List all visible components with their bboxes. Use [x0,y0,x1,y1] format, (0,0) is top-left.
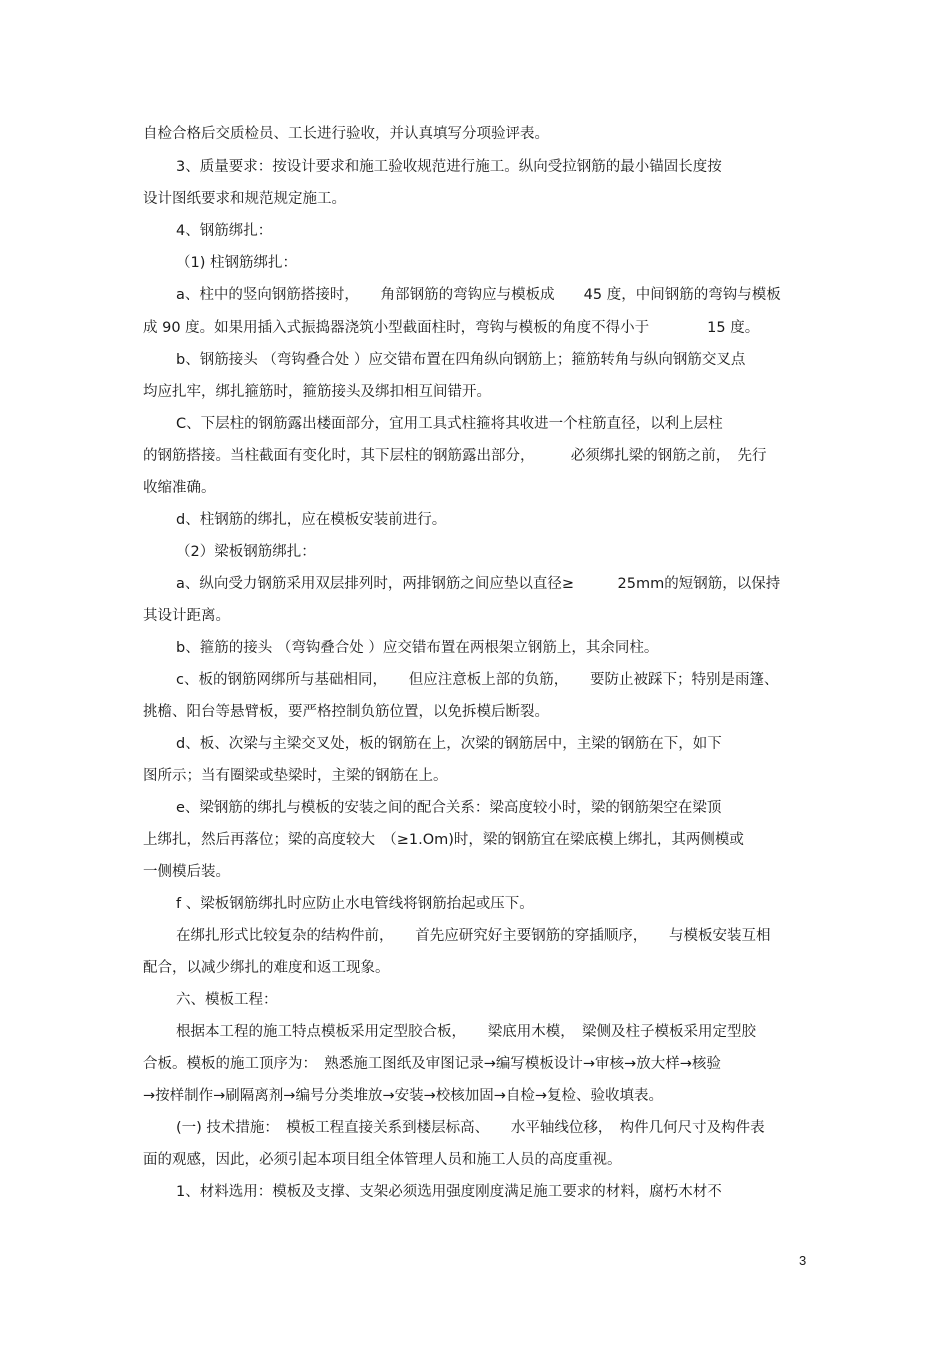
text-line: 其设计距离。 [143,608,230,624]
text-line: d、板、次梁与主梁交叉处，板的钢筋在上，次梁的钢筋居中，主梁的钢筋在下，如下 [176,736,722,752]
text-line: c、板的钢筋网绑所与基础相同， 但应注意板上部的负筋， 要防止被踩下；特别是雨篷、 [176,672,779,688]
text-line: e、梁钢筋的绑扎与模板的安装之间的配合关系：梁高度较小时，梁的钢筋架空在梁顶 [176,800,722,816]
text-line: 图所示；当有圈梁或垫梁时，主梁的钢筋在上。 [143,768,448,784]
text-line: a、柱中的竖向钢筋搭接时， 角部钢筋的弯钩应与模板成 45 度，中间钢筋的弯钩与模板 [176,287,781,303]
text-line: C、下层柱的钢筋露出楼面部分，宜用工具式柱箍将其收进一个柱筋直径，以利上层柱 [176,416,723,432]
text-line: b、箍筋的接头 （弯钩叠合处 ）应交错布置在两根架立钢筋上，其余同柱。 [176,640,659,656]
text-line: a、纵向受力钢筋采用双层排列时，两排钢筋之间应垫以直径≥ 25mm的短钢筋，以保持 [176,576,781,592]
text-line: 上绑扎，然后再落位；梁的高度较大 （≥1.Om)时，梁的钢筋宜在梁底模上绑扎，其两侧模或 [143,832,744,848]
text-line: 4、钢筋绑扎： [176,223,273,239]
text-line: 六、模板工程： [176,992,278,1008]
text-line: 挑檐、阳台等悬臂板，要严格控制负筋位置，以免拆模后断裂。 [143,704,549,720]
page-number: 3 [799,1253,807,1268]
text-line: →按样制作→刷隔离剂→编号分类堆放→安装→校核加固→自检→复检、验收填表。 [143,1088,664,1104]
text-line: 的钢筋搭接。当柱截面有变化时，其下层柱的钢筋露出部分， 必须绑扎梁的钢筋之前， 先行 [143,448,767,464]
text-line: 配合，以减少绑扎的难度和返工现象。 [143,960,390,976]
text-line: 1、材料选用：模板及支撑、支架必须选用强度刚度满足施工要求的材料，腐朽木材不 [176,1184,722,1200]
text-line: 面的观感，因此，必须引起本项目组全体管理人员和施工人员的高度重视。 [143,1152,622,1168]
text-line: 3、质量要求：按设计要求和施工验收规范进行施工。纵向受拉钢筋的最小锚固长度按 [176,159,722,175]
text-line: 收缩准确。 [143,480,216,496]
text-line: 合板。模板的施工顶序为： 熟悉施工图纸及审图记录→编写模板设计→审核→放大样→核验 [143,1056,721,1072]
text-line: 均应扎牢，绑扎箍筋时，箍筋接头及绑扣相互间错开。 [143,384,491,400]
text-line: (一) 技术措施： 模板工程直接关系到楼层标高、 水平轴线位移， 构件几何尺寸及构件表 [176,1120,765,1136]
text-line: d、柱钢筋的绑扎，应在模板安装前进行。 [176,512,447,528]
text-line: f 、梁板钢筋绑扎时应防止水电管线将钢筋抬起或压下。 [176,896,534,912]
text-line: 一侧模后装。 [143,864,230,880]
text-line: 成 90 度。如果用插入式振捣器浇筑小型截面柱时，弯钩与模板的角度不得小于 15 度。 [143,320,760,336]
text-line: 自检合格后交质检员、工长进行验收，并认真填写分项验评表。 [143,126,549,142]
text-line: b、钢筋接头 （弯钩叠合处 ）应交错布置在四角纵向钢筋上；箍筋转角与纵向钢筋交叉点 [176,352,746,368]
text-line: 在绑扎形式比较复杂的结构件前， 首先应研究好主要钢筋的穿插顺序， 与模板安装互相 [176,928,771,944]
text-line: （2）梁板钢筋绑扎： [176,544,316,560]
text-line: 设计图纸要求和规范规定施工。 [143,191,346,207]
text-line: （1) 柱钢筋绑扎： [176,255,297,271]
text-line: 根据本工程的施工特点模板采用定型胶合板， 梁底用木模， 梁侧及柱子模板采用定型胶 [176,1024,756,1040]
